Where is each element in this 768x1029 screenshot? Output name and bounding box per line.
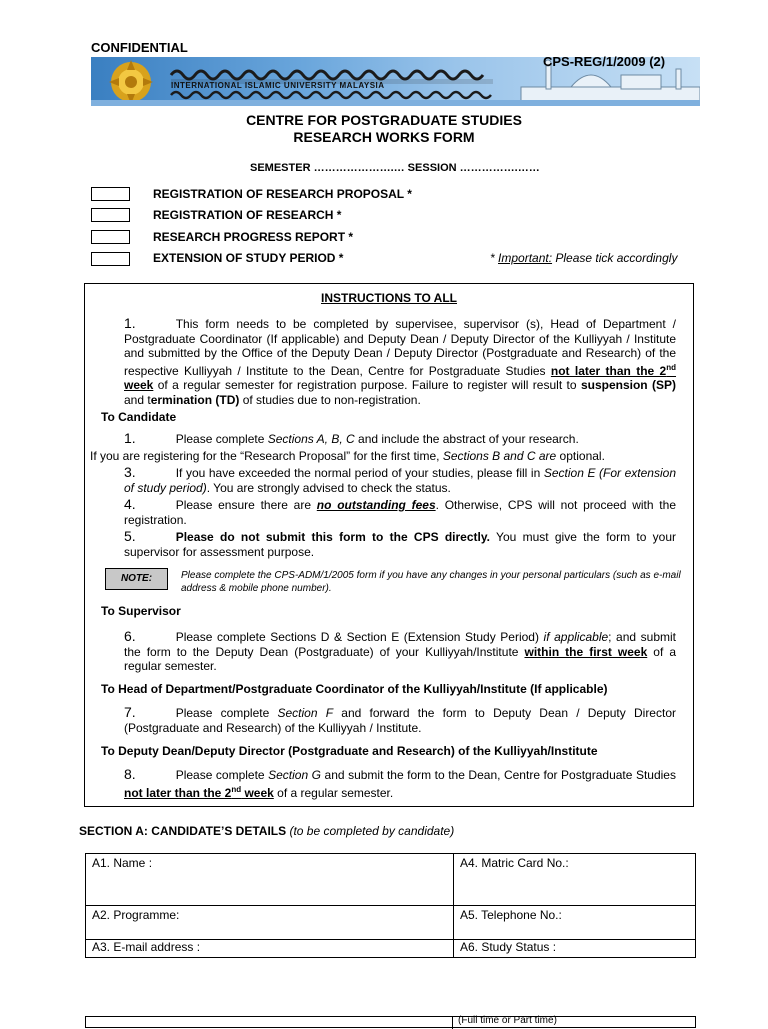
candidate-details-table	[85, 853, 696, 958]
field-study-status[interactable]: A6. Study Status :	[454, 940, 696, 958]
field-name[interactable]: A1. Name :	[86, 854, 454, 906]
field-programme[interactable]: A2. Programme:	[86, 906, 454, 940]
semester-session-line: SEMESTER ………………….… SESSION …………….……	[250, 162, 540, 174]
instruction-paragraph-1: 1. This form needs to be completed by supervisee, supervisor (s), Head of Department / Postgraduate Coordinator (If applicable) and Deputy Dean / Deputy Director of the Kulliyyah / Institute and submitted by the Office of the Deputy Dean / Deputy Director (Postgraduate and Research) of the respective Kulliyyah / Institute to the Dean, Centre for Postgraduate Studies not later than the 2nd week of a regular semester for registration purpose. Failure to register will result to suspension (SP) and termination (TD) of studies due to non-registration.	[124, 315, 677, 407]
field-telephone[interactable]: A5. Telephone No.:	[454, 906, 696, 940]
instructions-title: INSTRUCTIONS TO ALL	[321, 291, 457, 305]
checkbox-progress-report[interactable]	[91, 230, 130, 244]
university-logo-icon	[109, 60, 153, 104]
to-supervisor-heading: To Supervisor	[101, 604, 181, 618]
confidential-label: CONFIDENTIAL	[91, 40, 188, 55]
checkbox-registration-research[interactable]	[91, 208, 130, 222]
note-text: Please complete the CPS-ADM/1/2005 form if you have any changes in your personal particulars (such as e-mail address & mobile phone number).	[181, 570, 681, 594]
form-title-line1: CENTRE FOR POSTGRADUATE STUDIES	[246, 112, 522, 128]
to-hod-heading: To Head of Department/Postgraduate Coordinator of the Kulliyyah/Institute (If applicable)	[101, 682, 608, 696]
supervisor-item-6: 6. Please complete Sections D & Section E (Extension Study Period) if applicable; and submit the form to the Deputy Dean (Postgraduate) of your Kulliyyah/Institute within the first week of a regular semester.	[124, 628, 677, 673]
next-table-top	[85, 1016, 696, 1028]
hod-item-7: 7. Please complete Section F and forward the form to Deputy Dean / Deputy Director (Postgraduate and Research) of the Kulliyyah / Institute.	[124, 704, 676, 735]
to-deputy-dean-heading: To Deputy Dean/Deputy Director (Postgraduate and Research) of the Kulliyyah/Institute	[101, 744, 598, 758]
candidate-item-1b: If you are registering for the “Research Proposal” for the first time, Sections B and C are optional.	[90, 449, 605, 463]
candidate-item-5: 5. Please do not submit this form to the CPS directly. You must give the form to your supervisor for assessment purpose.	[124, 528, 676, 559]
candidate-item-1: 1. Please complete Sections A, B, C and include the abstract of your research.	[124, 430, 579, 446]
option-research-proposal: REGISTRATION OF RESEARCH PROPOSAL *	[153, 187, 412, 201]
study-status-hint: (Full time or Part time)	[458, 1015, 557, 1026]
checkbox-extension-study[interactable]	[91, 252, 130, 266]
field-matric-card[interactable]: A4. Matric Card No.:	[454, 854, 696, 906]
to-candidate-heading: To Candidate	[101, 410, 177, 424]
option-registration-research: REGISTRATION OF RESEARCH *	[153, 208, 342, 222]
form-code: CPS-REG/1/2009 (2)	[543, 54, 666, 69]
checkbox-research-proposal[interactable]	[91, 187, 130, 201]
note-label-box: NOTE:	[105, 568, 168, 590]
option-extension-study: EXTENSION OF STUDY PERIOD *	[153, 251, 344, 265]
form-title-line2: RESEARCH WORKS FORM	[293, 129, 475, 145]
important-note: * Important: Please tick accordingly	[490, 251, 678, 265]
candidate-item-4: 4. Please ensure there are no outstanding fees. Otherwise, CPS will not proceed with the registration.	[124, 496, 676, 527]
field-email[interactable]: A3. E-mail address :	[86, 940, 454, 958]
section-a-heading: SECTION A: CANDIDATE’S DETAILS (to be completed by candidate)	[79, 824, 455, 838]
candidate-item-3: 3. If you have exceeded the normal period of your studies, please fill in Section E (For extension of study period). You are strongly advised to check the status.	[124, 464, 676, 495]
banner-english-name: INTERNATIONAL ISLAMIC UNIVERSITY MALAYSIA	[171, 81, 385, 90]
option-progress-report: RESEARCH PROGRESS REPORT *	[153, 230, 354, 244]
deputy-dean-item-8: 8. Please complete Section G and submit the form to the Dean, Centre for Postgraduate Studies not later than the 2nd week of a regular semester.	[124, 766, 676, 800]
